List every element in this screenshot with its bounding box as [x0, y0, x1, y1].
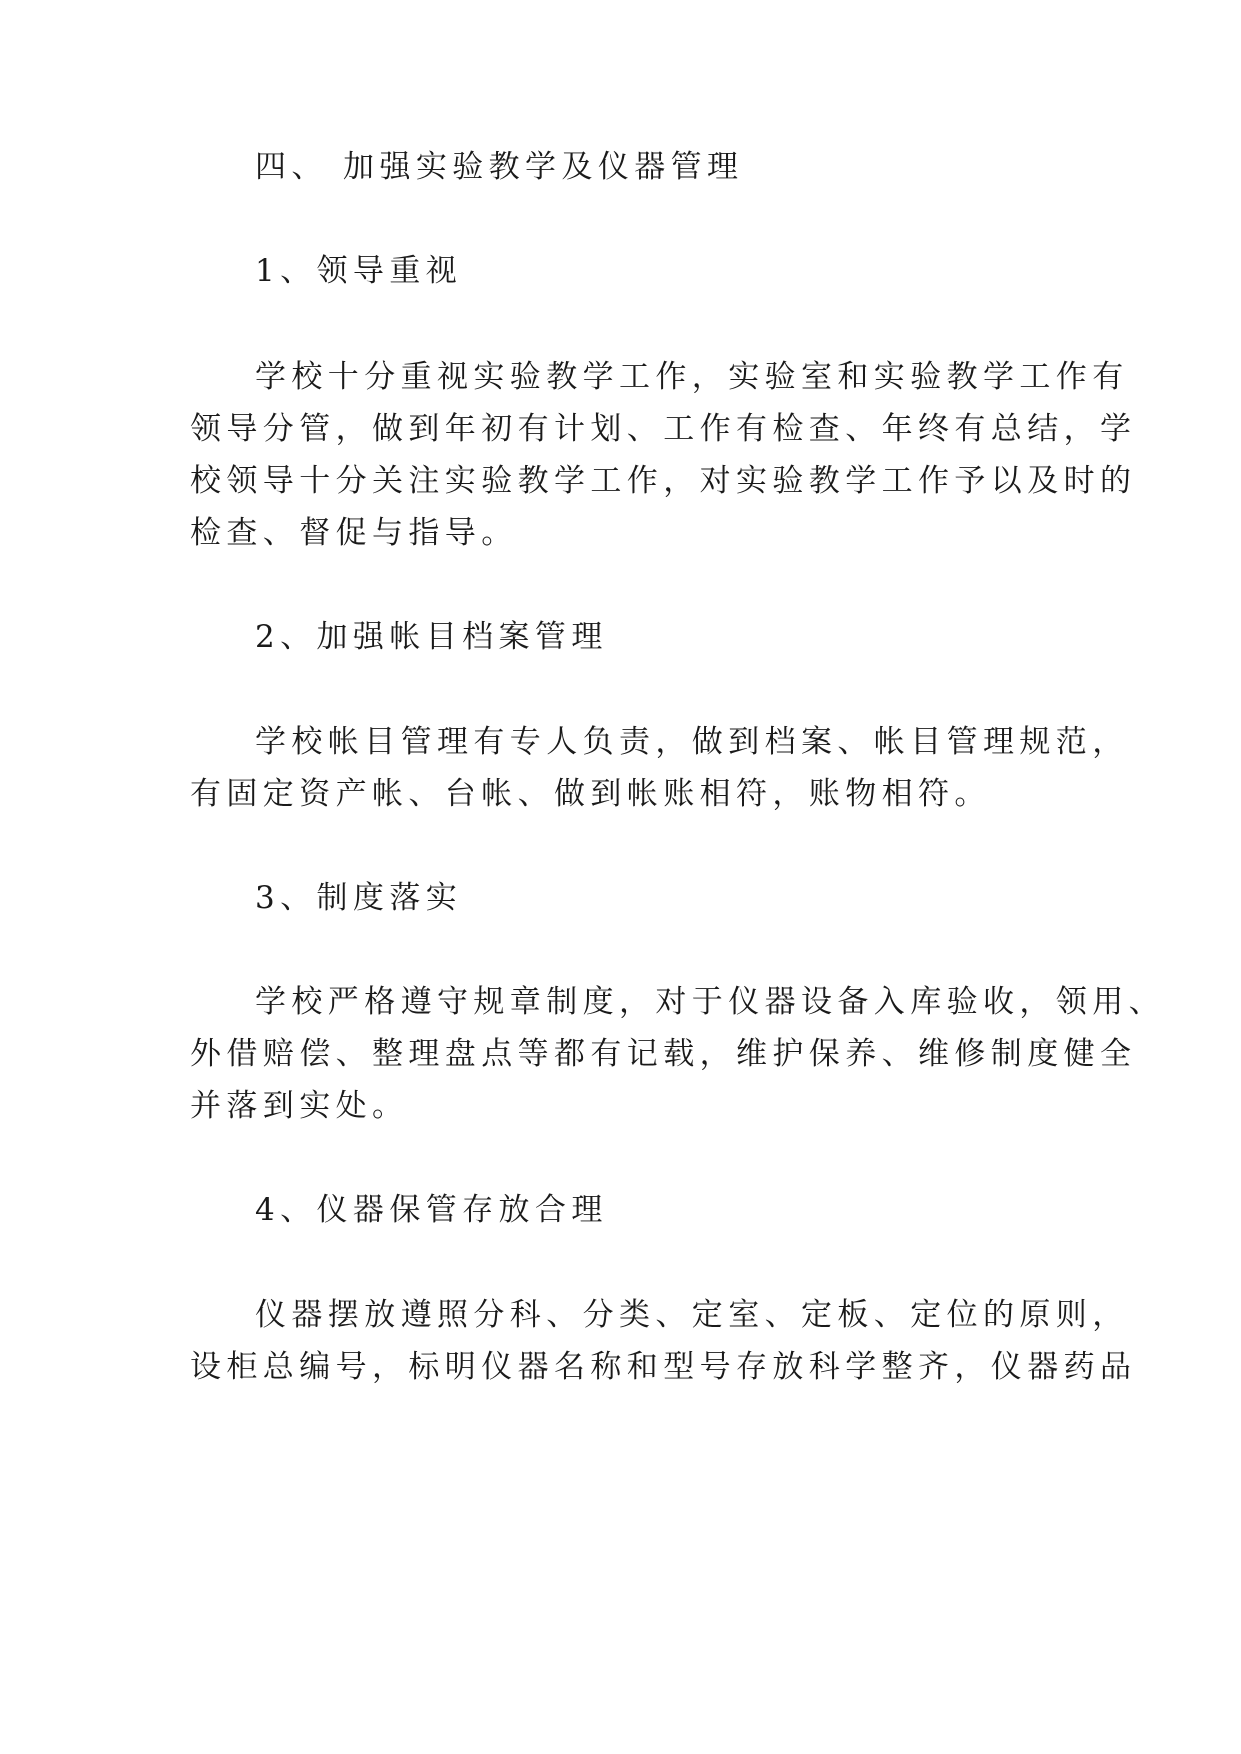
- paragraph-1-line-1: 学校十分重视实验教学工作，实验室和实验教学工作有: [255, 359, 1129, 395]
- paragraph-3-line-1: 学校严格遵守规章制度，对于仪器设备入库验收，领用、: [255, 984, 1165, 1020]
- paragraph-2-line-2: 有固定资产帐、台帐、做到帐账相符，账物相符。: [190, 776, 991, 812]
- paragraph-3-line-3: 并落到实处。: [190, 1088, 409, 1124]
- subsection-heading-3: 3、制度落实: [255, 880, 463, 916]
- section-title: 四、 加强实验教学及仪器管理: [255, 149, 744, 185]
- paragraph-4-line-2: 设柜总编号，标明仪器名称和型号存放科学整齐，仪器药品: [190, 1349, 1137, 1385]
- paragraph-1-line-3: 校领导十分关注实验教学工作，对实验教学工作予以及时的: [190, 463, 1137, 499]
- paragraph-3-line-2: 外借赔偿、整理盘点等都有记载，维护保养、维修制度健全: [190, 1036, 1137, 1072]
- subsection-heading-1: 1、领导重视: [255, 253, 463, 289]
- subsection-heading-4: 4、仪器保管存放合理: [255, 1192, 608, 1228]
- paragraph-1-line-4: 检查、督促与指导。: [190, 515, 518, 551]
- paragraph-2-line-1: 学校帐目管理有专人负责，做到档案、帐目管理规范，: [255, 724, 1129, 760]
- paragraph-4-line-1: 仪器摆放遵照分科、分类、定室、定板、定位的原则，: [255, 1297, 1129, 1333]
- subsection-heading-2: 2、加强帐目档案管理: [255, 619, 608, 655]
- paragraph-1-line-2: 领导分管，做到年初有计划、工作有检查、年终有总结，学: [190, 411, 1137, 447]
